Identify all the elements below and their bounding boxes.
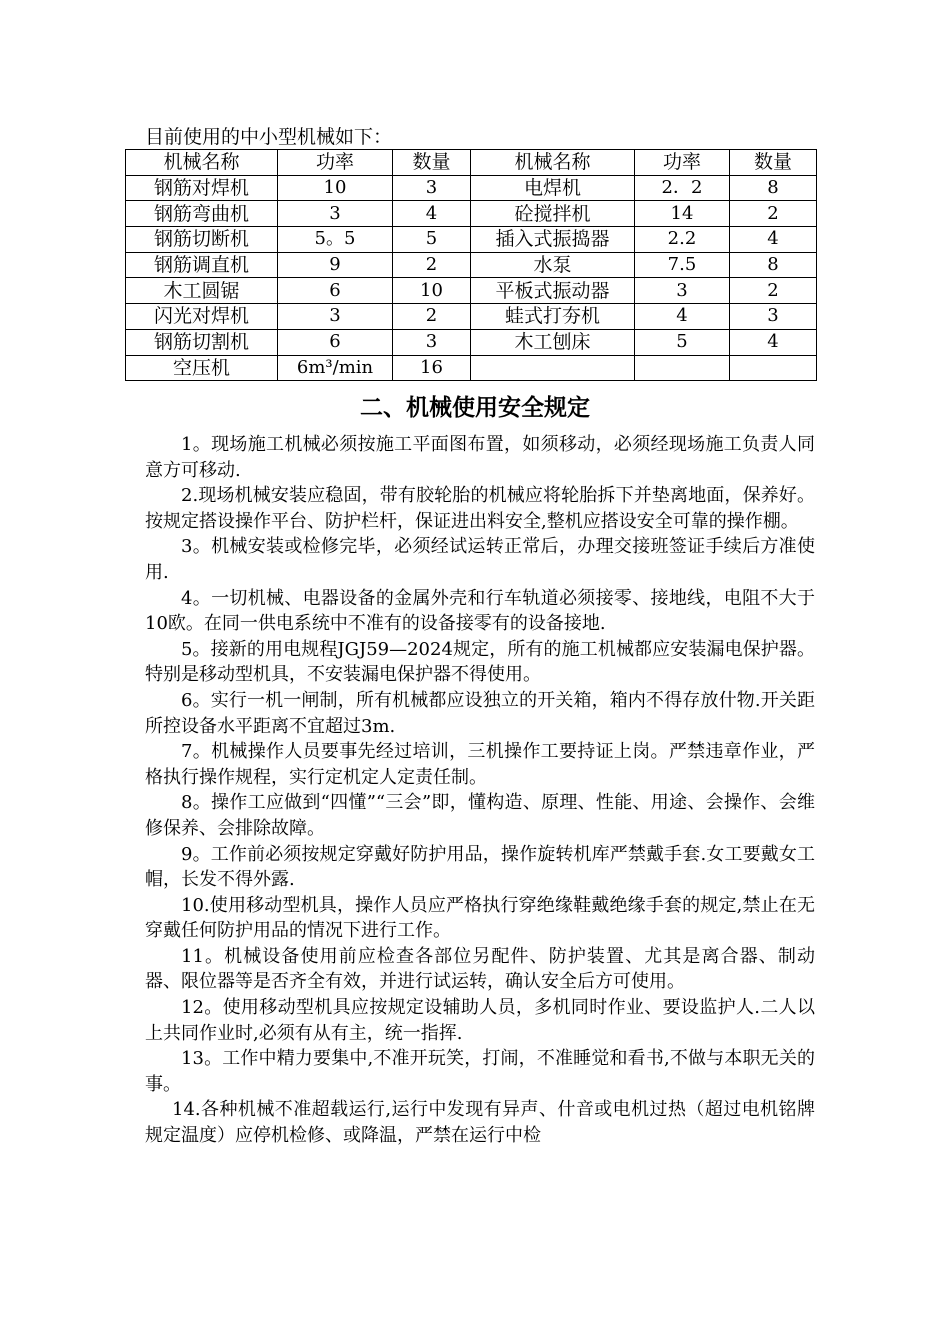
table-cell: 木工圆锯 [126,278,278,304]
table-cell [635,355,730,381]
header-cell: 数量 [730,150,817,176]
table-cell: 4 [635,304,730,330]
table-cell: 3 [635,278,730,304]
table-cell [471,355,635,381]
table-cell: 4 [730,227,817,253]
header-cell: 功率 [635,150,730,176]
table-row [126,252,817,278]
table-header-row [126,150,817,176]
section-heading: 二、机械使用安全规定 [360,395,590,421]
rule-paragraph: 11。机械设备使用前应检查各部位另配件、防护装置、尤其是离合器、制动器、限位器等是否齐全有效，并进行试运转，确认安全后方可使用。 [145,945,815,993]
rule-paragraph: 2.现场机械安装应稳固，带有胶轮胎的机械应将轮胎拆下并垫离地面，保养好。按规定搭设操作平台、防护栏杆，保证进出料安全,整机应搭设安全可靠的操作棚。 [145,485,815,532]
rule-paragraph: 1。现场施工机械必须按施工平面图布置，如须移动，必须经现场施工负责人同意方可移动. [145,434,815,481]
table-cell: 2 [730,278,817,304]
rule-paragraph: 9。工作前必须按规定穿戴好防护用品，操作旋转机库严禁戴手套.女工要戴女工帽，长发不得外露. [145,843,815,891]
rule-paragraph: 8。操作工应做到“四懂”“三会”即，懂构造、原理、性能、用途、会操作、会维修保养、会排除故障。 [145,792,815,839]
table-cell: 5。5 [278,227,393,253]
table-cell: 3 [393,329,471,355]
rule-paragraph: 6。实行一机一闸制，所有机械都应设独立的开关箱，箱内不得存放什物.开关距所控设备水平距离不宜超过3m. [145,689,815,737]
table-cell: 8 [730,175,817,201]
rule-paragraph: 13。工作中精力要集中,不准开玩笑，打闹，不准睡觉和看书,不做与本职无关的事。 [145,1048,815,1095]
table-cell: 16 [393,355,471,381]
table-cell: 3 [393,175,471,201]
table-cell: 9 [278,252,393,278]
table-cell: 钢筋调直机 [126,252,278,278]
table-cell: 空压机 [126,355,278,381]
table-cell: 2．2 [635,175,730,201]
table-cell: 10 [278,175,393,201]
table-cell [730,355,817,381]
table-cell: 蛙式打夯机 [471,304,635,330]
header-cell: 功率 [278,150,393,176]
table-row [126,304,817,330]
rule-paragraph: 3。机械安装或检修完毕，必须经试运转正常后，办理交接班签证手续后方准使用. [145,536,815,583]
rule-paragraph: 5。接新的用电规程JGJ59—2024规定，所有的施工机械都应安装漏电保护器。特别是移动型机具，不安装漏电保护器不得使用。 [145,638,815,686]
table-cell: 6 [278,329,393,355]
table-row [126,227,817,253]
table-cell: 插入式振捣器 [471,227,635,253]
table-cell: 水泵 [471,252,635,278]
intro-text: 目前使用的中小型机械如下： [145,126,393,148]
table-cell: 14 [635,201,730,227]
rule-paragraph: 10.使用移动型机具，操作人员应严格执行穿绝缘鞋戴绝缘手套的规定,禁止在无穿戴任何防护用品的情况下进行工作。 [145,894,815,942]
rule-paragraph: 4。一切机械、电器设备的金属外壳和行车轨道必须接零、接地线，电阻不大于10欧。在同一供电系统中不准有的设备接零有的设备接地. [145,587,815,635]
table-cell: 钢筋切断机 [126,227,278,253]
table-row [126,355,817,381]
machinery-table [125,149,817,381]
table-cell: 7.5 [635,252,730,278]
table-cell: 4 [393,201,471,227]
rule-paragraph: 7。机械操作人员要事先经过培训，三机操作工要持证上岗。严禁违章作业，严格执行操作规程，实行定机定人定责任制。 [145,741,815,788]
table-cell: 3 [278,201,393,227]
table-cell: 6 [278,278,393,304]
table-cell: 5 [635,329,730,355]
table-row [126,175,817,201]
table-cell: 10 [393,278,471,304]
table-cell: 4 [730,329,817,355]
header-cell: 数量 [393,150,471,176]
header-cell: 机械名称 [126,150,278,176]
table-cell: 2 [393,304,471,330]
table-cell: 闪光对焊机 [126,304,278,330]
rule-paragraph: 14.各种机械不准超载运行,运行中发现有异声、什音或电机过热（超过电机铭牌规定温度）应停机检修、或降温，严禁在运行中检 [145,1099,815,1147]
rule-paragraph: 12。使用移动型机具应按规定设辅助人员，多机同时作业、要设监护人.二人以上共同作业时,必须有从有主，统一指挥. [145,997,815,1044]
table-cell: 砼搅拌机 [471,201,635,227]
table-cell: 电焊机 [471,175,635,201]
table-cell: 2.2 [635,227,730,253]
table-cell: 2 [393,252,471,278]
table-cell: 3 [730,304,817,330]
table-cell: 3 [278,304,393,330]
table-cell: 木工刨床 [471,329,635,355]
table-cell: 2 [730,201,817,227]
table-cell: 8 [730,252,817,278]
table-cell: 钢筋切割机 [126,329,278,355]
table-cell: 钢筋对焊机 [126,175,278,201]
table-row [126,278,817,304]
table-cell: 平板式振动器 [471,278,635,304]
table-row [126,201,817,227]
table-row [126,329,817,355]
table-cell: 5 [393,227,471,253]
table-cell: 钢筋弯曲机 [126,201,278,227]
header-cell: 机械名称 [471,150,635,176]
rules-body [145,432,815,1149]
table-cell: 6m³/min [278,355,393,381]
